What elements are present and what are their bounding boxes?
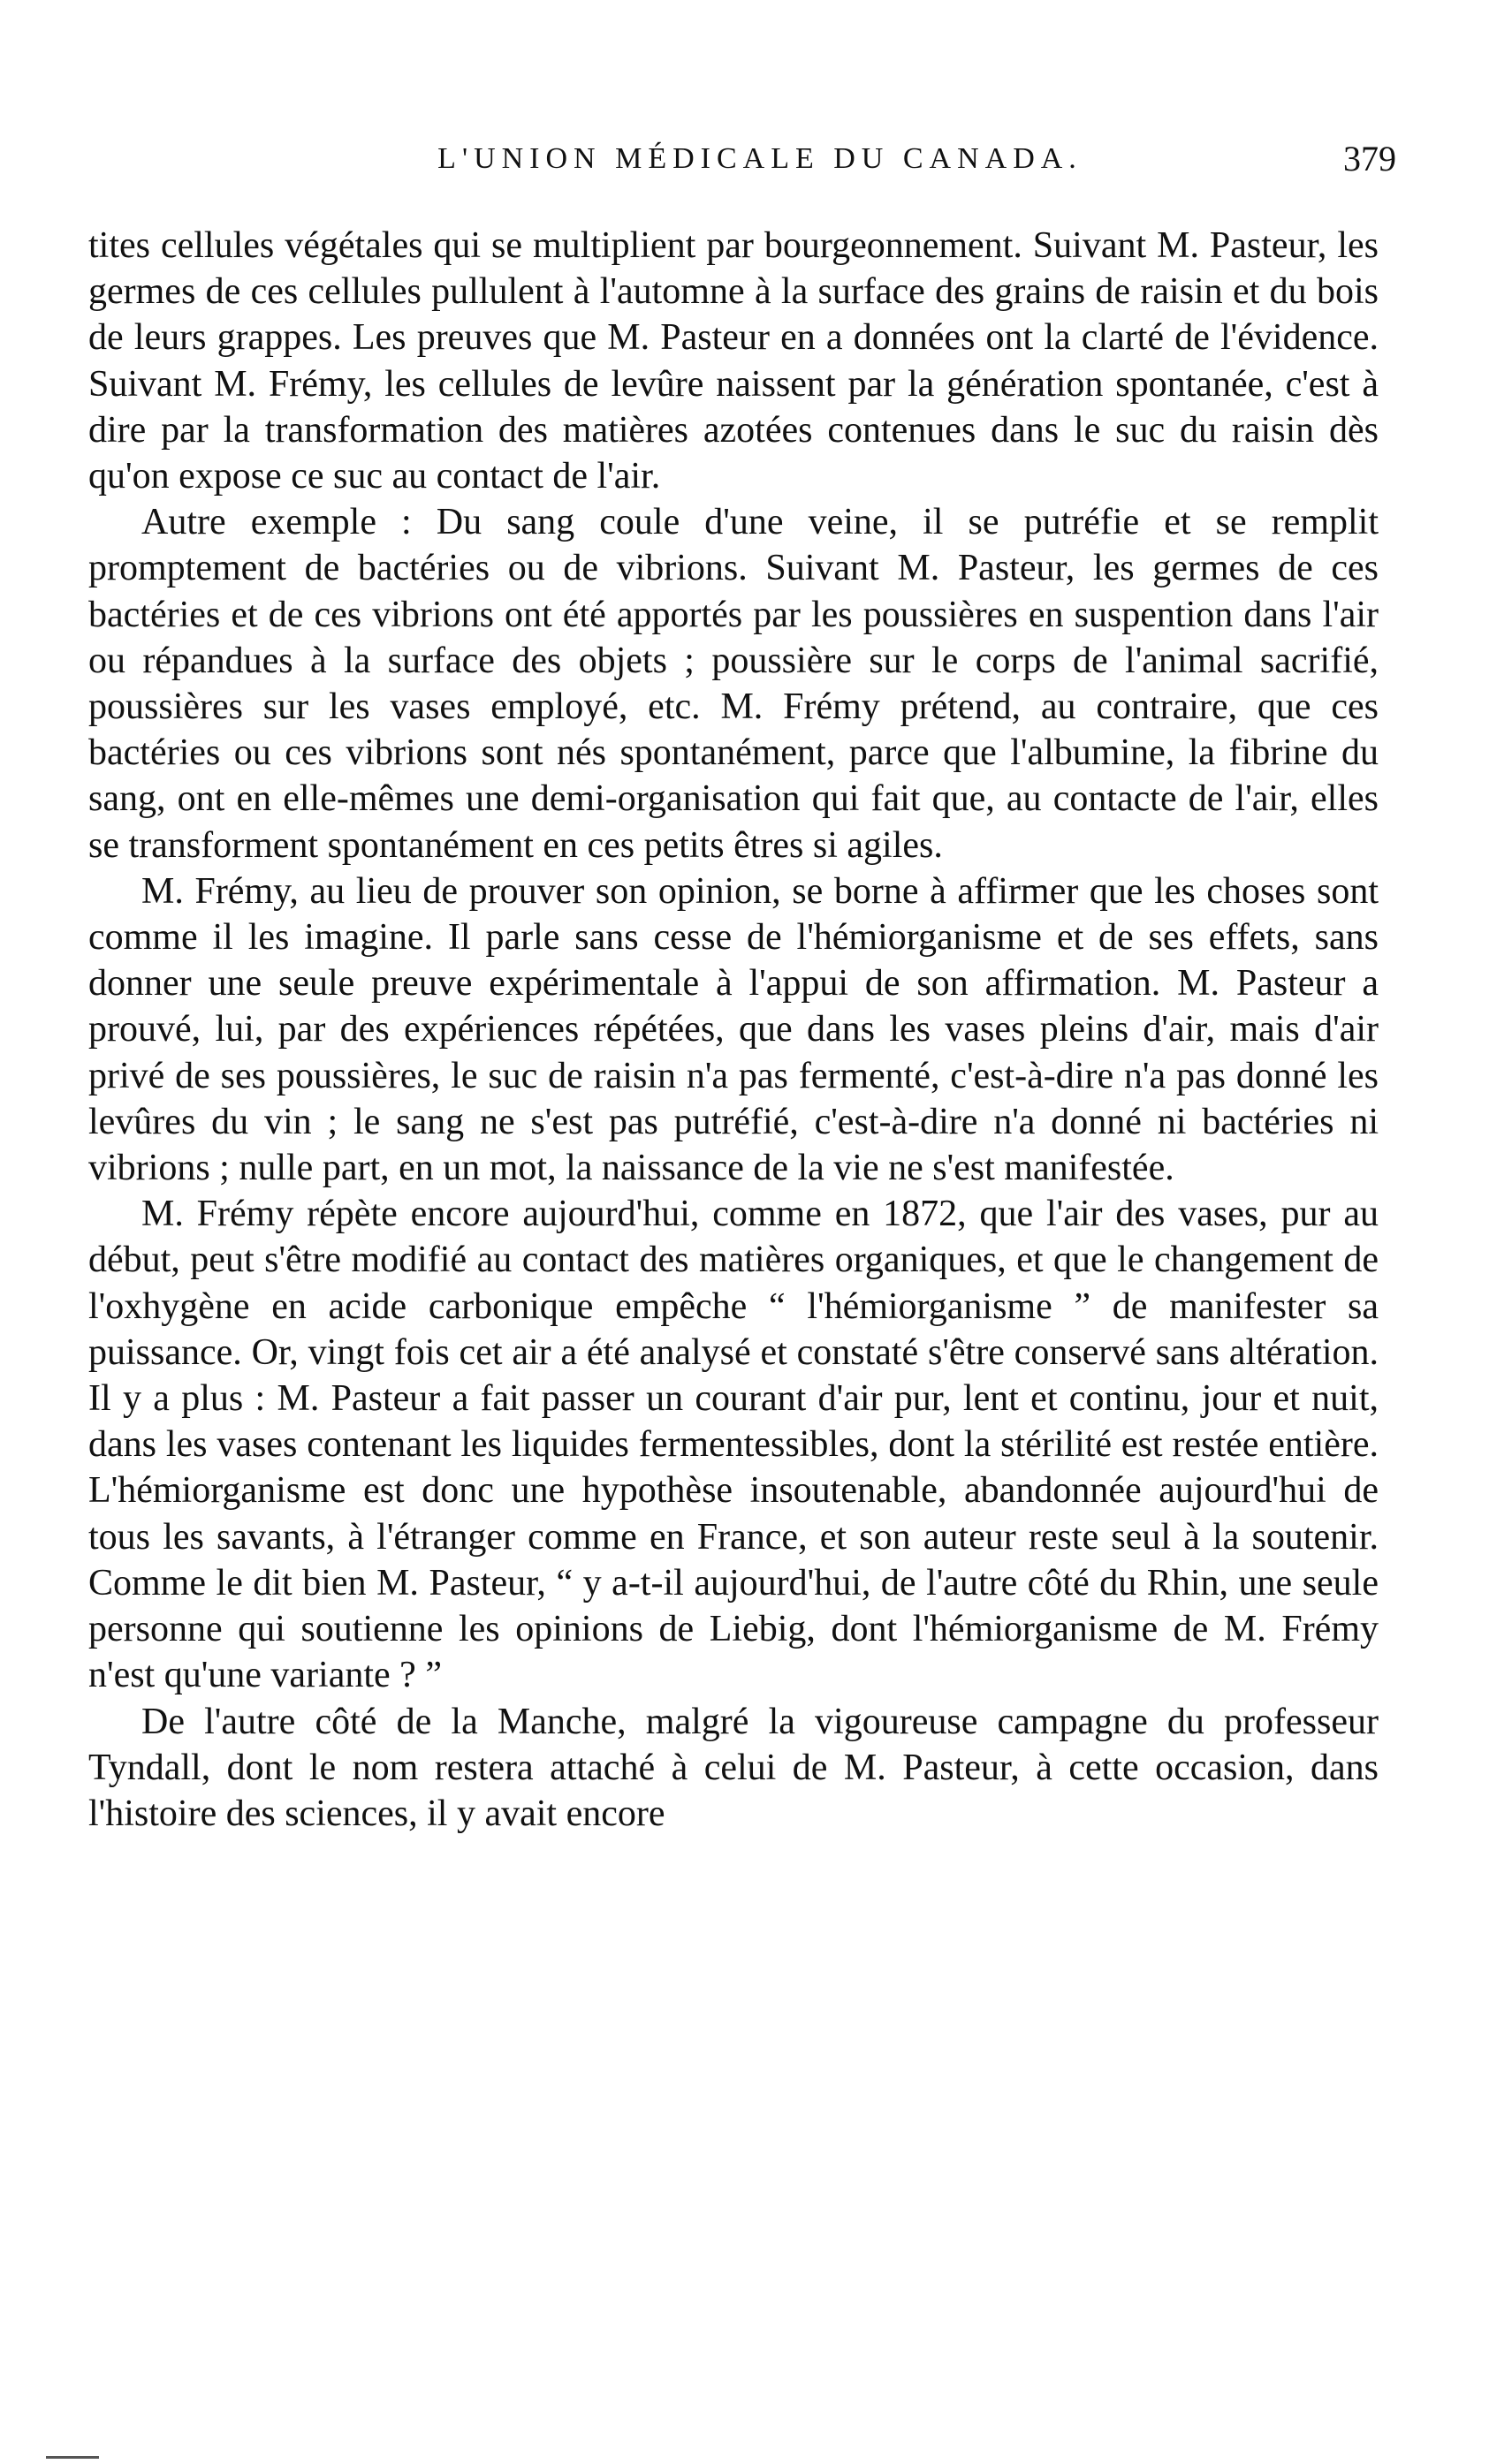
body-text (88, 223, 1379, 1837)
paragraph-fremy-affirmation: M. Frémy, au lieu de prouver son opinion, se borne à affirmer que les choses sont comme il les imagine. Il parle sans cesse de l'hémiorganisme et de ses effets, sans donner une seule preuve expérimentale à l'appui de son affirmation. M. Pasteur a prouvé, lui, par des expériences répétées, que dans les vases pleins d'air, mais d'air privé de ses poussières, le suc de raisin n'a pas fermenté, c'est-à-dire n'a pas donné les levûres du vin ; le sang ne s'est pas putréfié, c'est-à-dire n'a donné ni bactéries ni vibrions ; nulle part, en un mot, la naissance de la vie ne s'est manifestée. (88, 870, 1379, 1189)
running-title: L'UNION MÉDICALE DU CANADA. (437, 142, 1083, 175)
paragraph-continued: tites cellules végétales qui se multiplient par bourgeonnement. Suivant M. Pasteur, les germes de ces cellules pullulent à l'automne à la surface des grains de raisin et du bois de leurs grappes. Les preuves que M. Pasteur en a données ont la clarté de l'évidence. Suivant M. Frémy, les cellules de levûre naissent par la génération spontanée, c'est à dire par la transformation des matières azotées contenues dans le suc du raisin dès qu'on expose ce suc au contact de l'air. (88, 225, 1379, 497)
footer-rule (46, 2456, 99, 2459)
paragraph-fremy-1872: M. Frémy répète encore aujourd'hui, comme en 1872, que l'air des vases, pur au début, peut s'être modifié au contact des matières organiques, et que le changement de l'oxhygène en acide carbonique empêche “ l'hémiorganisme ” de manifester sa puissance. Or, vingt fois cet air a été analysé et constaté s'être conservé sans altération. Il y a plus : M. Pasteur a fait passer un courant d'air pur, lent et continu, jour et nuit, dans les vases contenant les liquides fermentessibles, dont la stérilité est restée entière. L'hémiorganisme est donc une hypothèse insoutenable, abandonnée aujourd'hui de tous les savants, à l'étranger comme en France, et son auteur reste seul à la soutenir. Comme le dit bien M. Pasteur, “ y a-t-il aujourd'hui, de l'autre côté du Rhin, une seule personne qui soutienne les opinions de Liebig, dont l'hémiorganisme de M. Frémy n'est qu'une variante ? ” (88, 1194, 1379, 1696)
paragraph-tyndall: De l'autre côté de la Manche, malgré la vigoureuse campagne du professeur Tyndall, dont le nom restera attaché à celui de M. Pasteur, à cette occasion, dans l'histoire des sciences, il y avait encore (88, 1701, 1379, 1834)
running-header (124, 133, 1396, 186)
paragraph-blood-example: Autre exemple : Du sang coule d'une veine, il se putréfie et se remplit promptement de bactéries ou de vibrions. Suivant M. Pasteur, les germes de ces bactéries et de ces vibrions ont été apportés par les poussières en suspention dans l'air ou répandues à la surface des objets ; poussière sur le corps de l'animal sacrifié, poussières sur les vases employé, etc. M. Frémy prétend, au contraire, que ces bactéries ou ces vibrions sont nés spontanément, parce que l'albumine, la fibrine du sang, ont en elle-mêmes une demi-organisation qui fait que, au contacte de l'air, elles se transforment spontanément en ces petits êtres si agiles. (88, 502, 1379, 866)
page-number: 379 (1343, 139, 1396, 178)
